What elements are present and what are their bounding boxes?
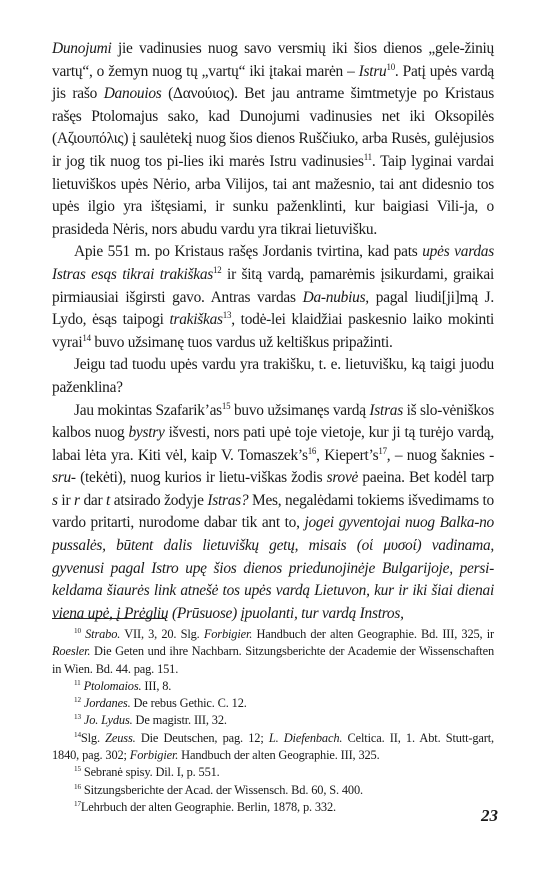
text-run: Handbuch der alten Geographie. III, 325. [178, 748, 380, 763]
text-run: Slg. [80, 730, 106, 745]
text-run: (Δανούιος). Bet jau antrame šimtmetyje po Kristaus rašęs Ptolomajus sako, kad Dunojumi vadinusies net iki Oksopilės (Αζιουπόλις) į saulėtekį nuog šios dienos Ruščiuko, arba Rusės, gulėjusios ir jog tik nuog tos pi-lies iki marės Istru vadinusies [52, 85, 494, 170]
text-run: dar [79, 491, 107, 509]
text-run: , Kiepert’s [316, 446, 379, 464]
text-run: (tekėti), nuog kurios ir lietu-viškas žodis [75, 469, 327, 487]
text-run: ir [57, 491, 75, 509]
text-run: ir šitą vardą, pamarėmis įsikurdami, graikai pirmiausiai išgirsti gavo. Antras vardas [52, 265, 494, 306]
text-run: VII, 3, 20. Slg. [120, 627, 204, 641]
text-run: buvo užsimanę tuos vardus už keltiškus pripažinti. [90, 333, 393, 351]
italic-text: s [52, 491, 58, 509]
paragraph [52, 400, 494, 626]
text-run: , – nuog šaknies [386, 446, 490, 464]
italic-text: srovė [326, 469, 359, 487]
footnote [52, 626, 494, 678]
italic-text: trakiškas [169, 311, 223, 329]
italic-text: Jordanes. [83, 696, 131, 711]
footnotes [52, 626, 494, 816]
text-run: . Patį upės vardą jis rašo [52, 62, 494, 103]
footnote [52, 764, 494, 781]
footnote-separator [52, 618, 166, 619]
italic-text: Istras? [207, 491, 249, 509]
footnote-marker: 12 [213, 264, 222, 275]
paragraph [52, 354, 494, 399]
italic-text: Forbigier. [203, 627, 253, 641]
text-run: Handbuch der alten Geographie. Bd. III, 325, ir [252, 627, 494, 641]
text-run: išvesti, nors pati upė toje vietoje, kur ji tą turėjo vardą, labai lėta yra. Kiti vėl, kaip V. Tomaszek’s [52, 424, 494, 464]
italic-text: upės vardas Istras esąs tikrai trakiškas [52, 243, 494, 283]
footnote-marker: 10 [74, 626, 81, 635]
footnote-marker: 15 [74, 765, 81, 774]
footnote-marker: 17 [74, 799, 81, 808]
text-run: De rebus Gethic. C. 12. [130, 696, 247, 711]
footnote [52, 730, 494, 765]
footnote-marker: 16 [74, 782, 81, 791]
footnote-marker: 17 [378, 445, 387, 456]
italic-text: jogei gyventojai nuog Balka-no pussalės, būtent dalis lietuviškų getų, misais (οἱ μυσοί) vadinama, gyvenusi pagal Istro upę šios dienos priedunojinėje Bulgarijoje, persi-keldama šiaurės link atnešė tos upės vardą Lietuvon, kur ir iki šiai dienai viena upė, į Prėglių (Prūsuose) įpuolanti, tur vardą Instros, [52, 514, 494, 622]
text-run: Lehrbuch der alten Geographie. Berlin, 1878, p. 332. [80, 799, 336, 814]
text-run: iš slo-vėniškos kalbos nuog [52, 401, 494, 442]
italic-text: Ptolomaios. [83, 678, 142, 693]
italic-text: Danouios [103, 85, 162, 103]
italic-text: t [106, 491, 111, 509]
text-run: Jeigu tad tuodu upės vardu yra trakišku, t. e. lietuvišku, ką taigi juodu paženklina? [52, 356, 494, 396]
text-run: Mes, negalėdami tokiems išvedimams to vardo pritarti, nurodome dabar tik ant to, [52, 491, 495, 532]
text-run: . Taip lyginai vardai lietuviškos upės Nėrio, arba Vilijos, tai ant mažesnio, tai ant didesnio tos upės ilgio yra ištęsiami, ir sunku paženklinti, kur baigiasi Vili-ja, o prasideda Nėris, nors abudu vardu yra tikrai lietuvišku. [52, 152, 494, 238]
footnote [52, 695, 494, 712]
italic-text: Forbigier. [129, 748, 179, 763]
italic-text: Istru [358, 62, 387, 80]
italic-text: Zeuss. [105, 730, 136, 745]
italic-text: bystry [128, 424, 165, 442]
text-run: Apie 551 m. po Kristaus rašęs Jordanis tvirtina, kad pats [74, 243, 423, 261]
paragraph [52, 38, 494, 241]
text-run: atsirado žodyje [110, 491, 208, 509]
italic-text: L. Diefenbach. [268, 730, 343, 745]
italic-text: -sru- [52, 446, 494, 487]
italic-text: Dunojumi [52, 40, 112, 57]
footnote [52, 678, 494, 695]
footnote-marker: 13 [222, 310, 232, 320]
text-run: buvo užsimanęs vardą [230, 401, 370, 419]
footnote [52, 799, 494, 816]
footnote-marker: 11 [363, 151, 372, 162]
text-run: Jau mokintas Szafarik’as [74, 401, 222, 419]
text-run: Sitzungsberichte der Acad. der Wissensch. Bd. 60, S. 400. [80, 782, 363, 797]
text-run: , todė-lei klaidžiai paskesnio laiko mokinti vyrai [52, 311, 494, 351]
text-run: paeina. Bet kodėl tarp [358, 469, 494, 487]
text-run: Die Deutschen, pag. 12; [135, 730, 269, 745]
footnote-marker: 14 [74, 730, 81, 739]
footnote-marker: 12 [74, 696, 81, 705]
italic-text: Roesler. [52, 644, 91, 659]
italic-text: Jo. Lydus. [83, 713, 133, 728]
main-text [52, 38, 494, 625]
footnote-marker: 15 [221, 400, 231, 411]
text-run: Sebranė spisy. Dil. I, p. 551. [80, 765, 220, 780]
text-run: Die Geten und ihre Nachbarn. Sitzungsberichte der Academie der Wissenschaften in Wien. Bd. 44. pag. 151. [52, 644, 494, 676]
italic-text: Da-nubius, [302, 288, 369, 306]
page-number: 23 [481, 806, 498, 825]
italic-text: Strabo. [85, 627, 121, 641]
text-run: III, 8. [141, 678, 172, 693]
footnote [52, 782, 494, 799]
footnote-marker: 16 [307, 445, 317, 456]
footnote-marker: 10 [386, 61, 395, 72]
paragraph [52, 241, 494, 354]
text-run: pagal liudi[ji]mą J. Lydo, ėsąs taipogi [52, 288, 494, 329]
footnote [52, 712, 494, 729]
footnote-marker: 11 [74, 678, 81, 687]
footnote-marker: 14 [82, 332, 91, 343]
footnote-marker: 13 [74, 713, 81, 722]
text-run: Celtica. II, 1. Abt. Stutt-gart, 1840, pag. 302; [52, 730, 494, 763]
text-run: De magistr. III, 32. [132, 713, 227, 728]
italic-text: Istras [369, 401, 403, 419]
text-run: jie vadinusies nuog savo versmių iki šios dienos „gele-žinių vartų“, o žemyn nuog tų „vartų“ iki įtakai marėn – [52, 40, 494, 80]
italic-text: r [74, 491, 80, 509]
